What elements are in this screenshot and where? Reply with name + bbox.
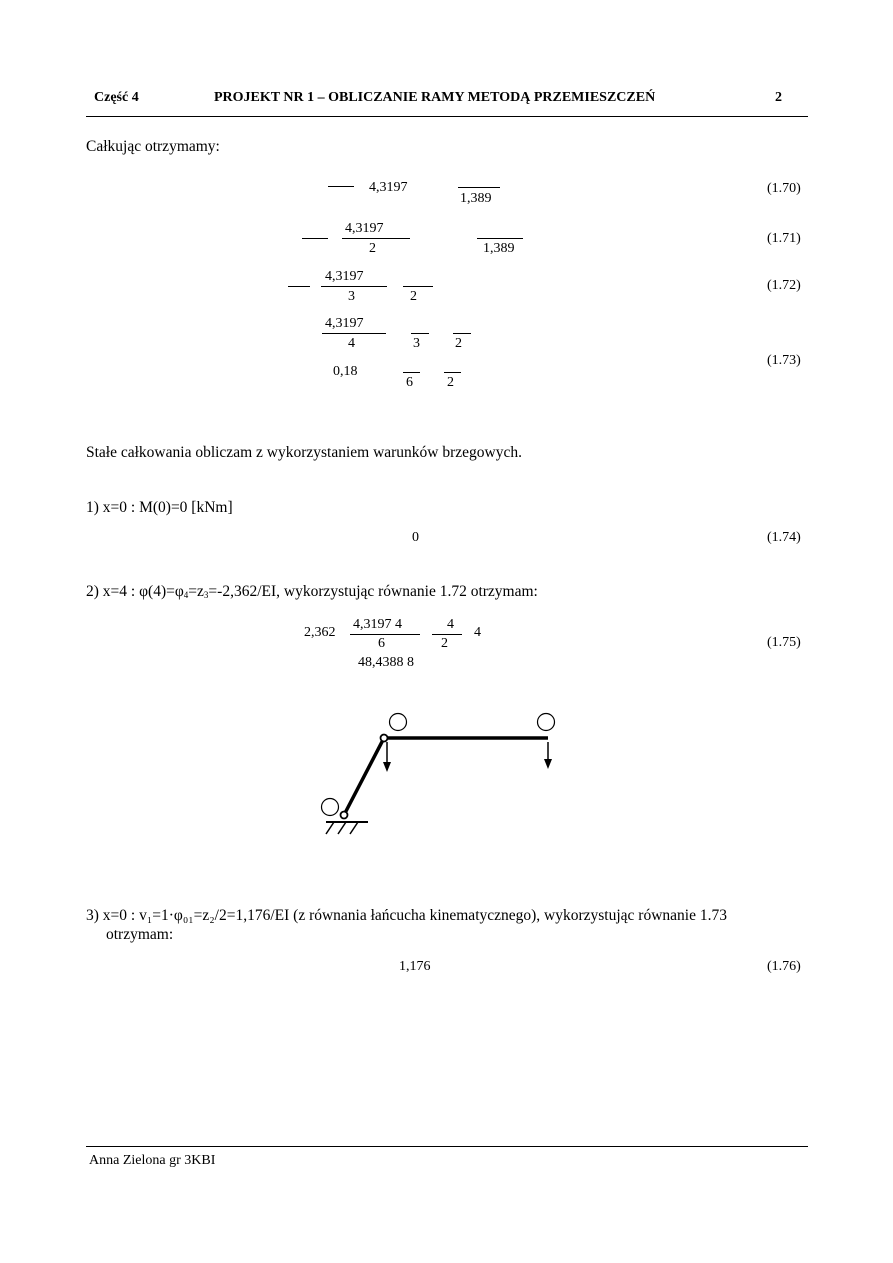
eq-denominator: 3 [348,289,355,304]
eq-coefficient: 0,18 [333,364,358,379]
eq-denominator: 2 [455,336,462,351]
fraction-bar [477,238,523,239]
eq-denominator: 6 [406,375,413,390]
eq-value: 0 [412,530,419,545]
section-label: Część 4 [94,90,139,105]
condition-2: 2) x=4 : $\varphi(4)=\varphi_4=z_3=-2,362/EI$, wykorzystując równanie 1.72 otrzymam: [86,583,538,600]
node-label-circle [390,714,407,731]
eq-denominator: 4 [348,336,355,351]
condition-1: 1) x=0 : M(0)=0 [kNm] [86,499,233,516]
eq-term: 1,389 [483,241,515,256]
eq-numerator: 4,3197 [345,221,384,236]
eq-denominator: 2 [410,289,417,304]
fraction-bar [342,238,410,239]
eq-denominator: 3 [413,336,420,351]
fraction-bar [288,286,310,287]
ground-hatch [338,822,346,834]
fraction-bar [403,372,420,373]
eq-denominator: 2 [447,375,454,390]
equation-number: (1.73) [767,353,801,368]
displacement-arrowhead [383,762,391,772]
equation-number: (1.70) [767,181,801,196]
fraction-bar [432,634,462,635]
fraction-bar [328,186,354,187]
eq-term: 1,389 [460,191,492,206]
condition-3-continued: otrzymam: [106,926,174,943]
equation-number: (1.75) [767,635,801,650]
ground-hatch [326,822,334,834]
fraction-bar [411,333,429,334]
eq-denominator: 6 [378,636,385,651]
displacement-arrowhead [544,759,552,769]
eq-numerator: 4,3197 4 [353,617,402,632]
fraction-bar [302,238,328,239]
eq-value: 1,176 [399,959,431,974]
fraction-bar [453,333,471,334]
eq-numerator: 4 [447,617,454,632]
ground-hatch [350,822,358,834]
header-rule [86,116,808,117]
eq-term: 4 [474,625,481,640]
fraction-bar [322,333,386,334]
equation-number: (1.71) [767,231,801,246]
footer-rule [86,1146,808,1147]
eq-numerator: 4,3197 [325,316,364,331]
equation-number: (1.76) [767,959,801,974]
eq-denominator: 2 [441,636,448,651]
frame-column [344,738,384,815]
eq-lhs: 2,362 [304,625,336,640]
equation-number: (1.74) [767,530,801,545]
fraction-bar [403,286,433,287]
eq-numerator: 4,3197 [325,269,364,284]
footer-author: Anna Zielona gr 3KBI [89,1153,216,1168]
intro-text: Całkując otrzymamy: [86,138,220,155]
equation-number: (1.72) [767,278,801,293]
node-label-circle [322,799,339,816]
node-label-circle [538,714,555,731]
hinge-joint [381,735,388,742]
eq-term: 4,3197 [369,180,408,195]
fraction-bar [321,286,387,287]
eq-denominator: 2 [369,241,376,256]
hinge-support [341,812,348,819]
page-number: 2 [775,90,782,105]
condition-3: 3) x=0 : v₁=1·φ₀₁=z₂/2=1,176/EI (z równania łańcucha kinematycznego), wykorzystując równanie 1.73 [86,907,727,924]
fraction-bar [350,634,420,635]
fraction-bar [458,187,500,188]
page-title: PROJEKT NR 1 – OBLICZANIE RAMY METODĄ PRZEMIESZCZEŃ [214,90,656,105]
fraction-bar [444,372,461,373]
eq-line: 48,4388 8 [358,655,414,670]
frame-diagram [300,700,580,850]
boundary-intro: Stałe całkowania obliczam z wykorzystaniem warunków brzegowych. [86,444,522,461]
